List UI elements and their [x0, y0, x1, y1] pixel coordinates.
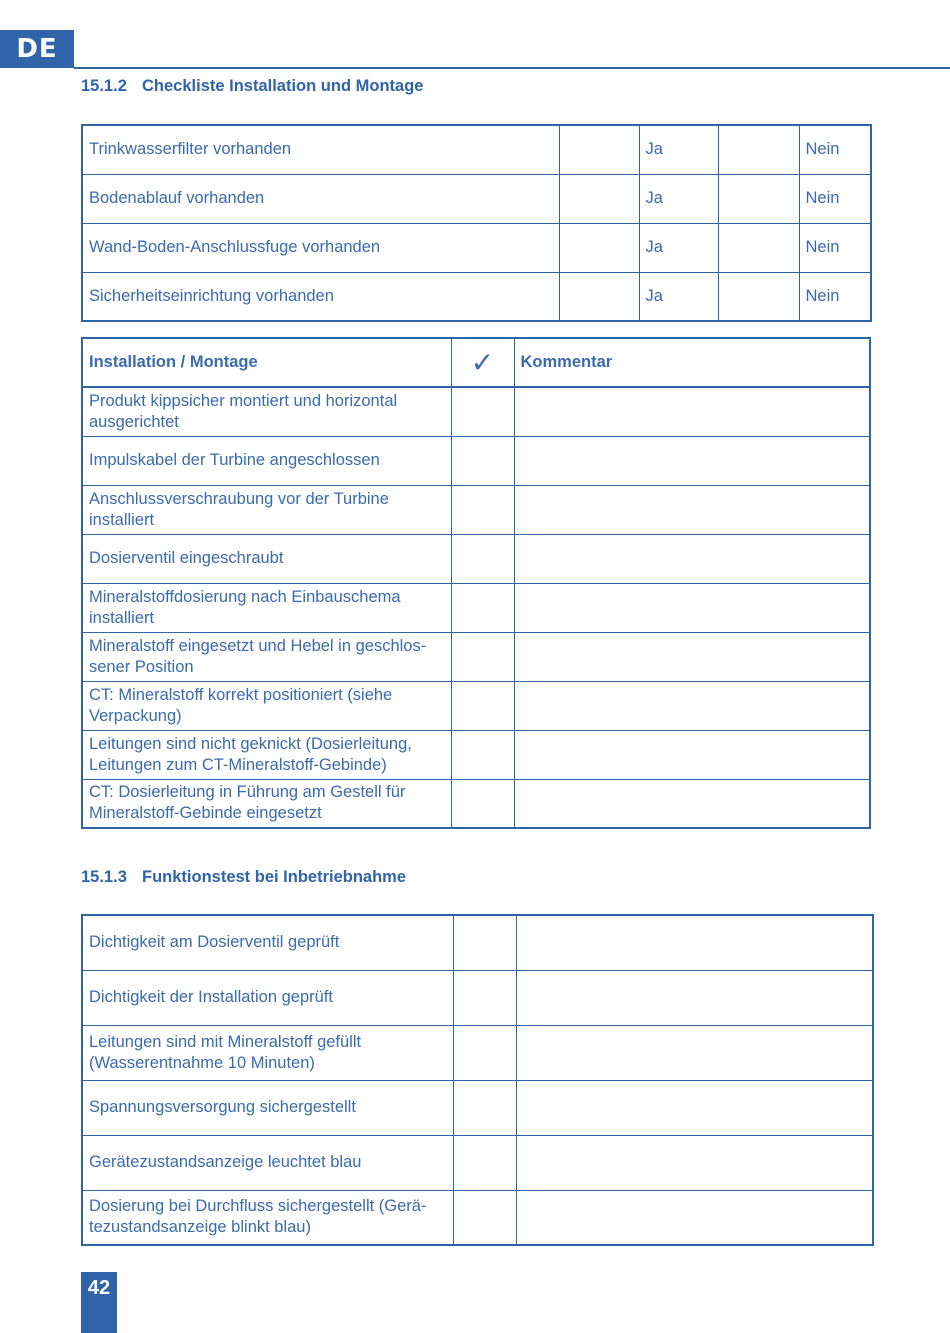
- row-label-line: Verpackung): [89, 706, 182, 725]
- row-label-line: CT: Mineralstoff korrekt positioniert (siehe: [89, 685, 393, 704]
- yes-checkbox-cell[interactable]: [559, 174, 639, 223]
- row-label-line: Impulskabel der Turbine angeschlossen: [89, 451, 380, 469]
- row-label-line: Leitungen sind mit Mineralstoff gefüllt: [89, 1032, 362, 1051]
- comment-cell[interactable]: [514, 387, 870, 436]
- yes-label: Ja: [639, 125, 718, 174]
- table-row: [82, 1025, 873, 1080]
- comment-header: Kommentar: [514, 338, 870, 387]
- row-label: [82, 485, 451, 534]
- language-tab: DE: [0, 30, 74, 68]
- row-label: Bodenablauf vorhanden: [82, 174, 559, 223]
- no-checkbox-cell[interactable]: [718, 174, 799, 223]
- row-label-line: Dosierung bei Durchfluss sichergestellt (Gerä-: [89, 1197, 427, 1216]
- comment-cell[interactable]: [514, 436, 870, 485]
- check-cell[interactable]: [451, 779, 514, 828]
- table-row: [82, 779, 870, 828]
- row-label: [82, 681, 451, 730]
- table-row: [82, 125, 871, 174]
- section-number: 15.1.2: [81, 77, 127, 95]
- no-label: Nein: [799, 174, 871, 223]
- table-row: [82, 223, 871, 272]
- header-rule: [74, 67, 950, 69]
- check-cell[interactable]: [453, 1135, 516, 1190]
- comment-cell[interactable]: [514, 583, 870, 632]
- yes-checkbox-cell[interactable]: [559, 223, 639, 272]
- table-row: [82, 1080, 873, 1135]
- row-label-line: Produkt kippsicher montiert und horizontal: [89, 391, 398, 410]
- check-cell[interactable]: [451, 387, 514, 436]
- section-heading-install: [81, 77, 423, 96]
- table-row: [82, 534, 870, 583]
- row-label: [82, 436, 451, 485]
- check-cell[interactable]: [451, 583, 514, 632]
- row-label: [82, 915, 453, 970]
- comment-cell[interactable]: [516, 915, 873, 970]
- comment-cell[interactable]: [516, 970, 873, 1025]
- table-row: [82, 970, 873, 1025]
- comment-cell[interactable]: [516, 1135, 873, 1190]
- check-cell[interactable]: [453, 1080, 516, 1135]
- table-row: [82, 583, 870, 632]
- yes-label: Ja: [639, 272, 718, 321]
- yes-checkbox-cell[interactable]: [559, 125, 639, 174]
- yes-no-table: [81, 124, 872, 322]
- comment-cell[interactable]: [514, 681, 870, 730]
- row-label: Wand-Boden-Anschlussfuge vorhanden: [82, 223, 559, 272]
- table-row: [82, 1190, 873, 1245]
- no-label: Nein: [799, 272, 871, 321]
- table-row: [82, 681, 870, 730]
- row-label: [82, 387, 451, 436]
- check-cell[interactable]: [451, 485, 514, 534]
- row-label-line: sener Position: [89, 657, 194, 676]
- page-number: 42: [81, 1272, 117, 1333]
- row-label-line: Dichtigkeit der Installation geprüft: [89, 988, 333, 1006]
- row-label: Sicherheitseinrichtung vorhanden: [82, 272, 559, 321]
- comment-cell[interactable]: [516, 1190, 873, 1245]
- no-checkbox-cell[interactable]: [718, 125, 799, 174]
- row-label: [82, 534, 451, 583]
- row-label-line: (Wasserentnahme 10 Minuten): [89, 1053, 315, 1072]
- table-row: [82, 915, 873, 970]
- no-label: Nein: [799, 223, 871, 272]
- yes-checkbox-cell[interactable]: [559, 272, 639, 321]
- row-label-line: CT: Dosierleitung in Führung am Gestell für: [89, 783, 406, 802]
- section-heading-function: [81, 868, 406, 887]
- yes-label: Ja: [639, 223, 718, 272]
- no-checkbox-cell[interactable]: [718, 223, 799, 272]
- row-label: Trinkwasserfilter vorhanden: [82, 125, 559, 174]
- row-label-line: Leitungen zum CT-Mineralstoff-Gebinde): [89, 755, 387, 774]
- row-label-line: Gerätezustandsanzeige leuchtet blau: [89, 1153, 362, 1171]
- table-row: [82, 730, 870, 779]
- row-label-line: Dosierventil eingeschraubt: [89, 549, 284, 567]
- section-title: Checkliste Installation und Montage: [142, 77, 424, 95]
- comment-cell[interactable]: [514, 485, 870, 534]
- section-number: 15.1.3: [81, 868, 127, 886]
- row-label-line: Mineralstoff eingesetzt und Hebel in geschlos-: [89, 636, 427, 655]
- check-cell[interactable]: [451, 632, 514, 681]
- row-label: [82, 1135, 453, 1190]
- row-label-line: tezustandsanzeige blinkt blau): [89, 1218, 311, 1237]
- row-label: [82, 970, 453, 1025]
- function-test-table: [81, 914, 874, 1246]
- check-cell[interactable]: [453, 970, 516, 1025]
- row-label-line: installiert: [89, 608, 155, 627]
- row-label: [82, 779, 451, 828]
- comment-cell[interactable]: [516, 1080, 873, 1135]
- row-label-line: Anschlussverschraubung vor der Turbine: [89, 489, 389, 508]
- table-row: [82, 272, 871, 321]
- no-checkbox-cell[interactable]: [718, 272, 799, 321]
- comment-cell[interactable]: [514, 534, 870, 583]
- check-cell[interactable]: [451, 436, 514, 485]
- no-label: Nein: [799, 125, 871, 174]
- table-row: [82, 1135, 873, 1190]
- table-row: [82, 436, 870, 485]
- row-label-line: Mineralstoff-Gebinde eingesetzt: [89, 804, 322, 823]
- row-label: [82, 1080, 453, 1135]
- checkmark-icon: ✓: [451, 338, 514, 387]
- yes-label: Ja: [639, 174, 718, 223]
- row-label: [82, 1025, 453, 1080]
- check-cell[interactable]: [453, 1025, 516, 1080]
- check-cell[interactable]: [451, 534, 514, 583]
- table-row: [82, 632, 870, 681]
- row-label-line: Mineralstoffdosierung nach Einbauschema: [89, 587, 401, 606]
- check-cell[interactable]: [451, 681, 514, 730]
- comment-cell[interactable]: [514, 730, 870, 779]
- table-row: [82, 485, 870, 534]
- installation-header-row: [82, 338, 870, 387]
- check-cell[interactable]: [453, 1190, 516, 1245]
- comment-cell[interactable]: [516, 1025, 873, 1080]
- row-label-line: Spannungsversorgung sichergestellt: [89, 1098, 356, 1116]
- row-label-line: Leitungen sind nicht geknickt (Dosierleitung,: [89, 734, 412, 753]
- installation-header: Installation / Montage: [82, 338, 451, 387]
- row-label: [82, 583, 451, 632]
- table-row: [82, 387, 870, 436]
- row-label: [82, 730, 451, 779]
- row-label-line: ausgerichtet: [89, 412, 179, 431]
- row-label-line: Dichtigkeit am Dosierventil geprüft: [89, 933, 340, 952]
- check-cell[interactable]: [453, 915, 516, 970]
- check-cell[interactable]: [451, 730, 514, 779]
- table-row: [82, 174, 871, 223]
- row-label-line: installiert: [89, 510, 155, 529]
- row-label: [82, 632, 451, 681]
- installation-table: [81, 337, 871, 829]
- row-label: [82, 1190, 453, 1245]
- comment-cell[interactable]: [514, 779, 870, 828]
- section-title: Funktionstest bei Inbetriebnahme: [142, 868, 407, 886]
- comment-cell[interactable]: [514, 632, 870, 681]
